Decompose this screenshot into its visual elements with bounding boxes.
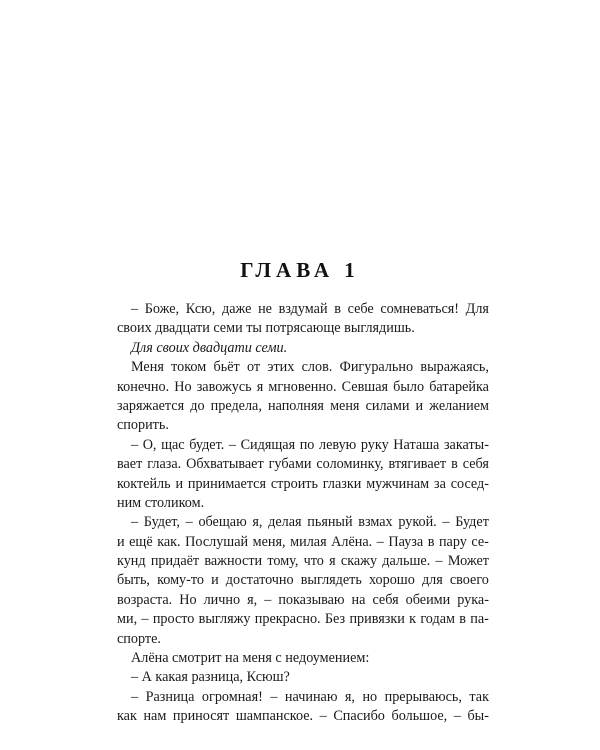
text-line: быть, кому-то и достаточно выглядеть хорошо для своего	[117, 572, 489, 589]
text-line: – Боже, Ксю, даже не вздумай в себе сомневаться! Для	[131, 301, 489, 317]
text-line: – Будет, – обещаю я, делая пьяный взмах рукой. – Будет	[131, 514, 489, 531]
text-line: – Разница огромная! – начинаю я, но прерываюсь, так	[131, 688, 489, 705]
text-line: ми, – просто выгляжу прекрасно. Без привязки к годам в па-	[117, 611, 489, 628]
text-line: ним столиком.	[117, 494, 205, 511]
text-line: – А какая разница, Ксюш?	[131, 669, 290, 686]
text-line: конечно. Но завожусь я мгновенно. Севшая было батарейка	[117, 378, 489, 395]
text-line: кунд придаёт важности тому, что я скажу дальше. – Может	[117, 553, 489, 570]
text-line: возраста. Но лично я, – показываю на себя обеими рука-	[117, 591, 489, 608]
text-line: и ещё как. Послушай меня, милая Алёна. – Пауза в пару се-	[117, 533, 489, 550]
text-line: – О, щас будет. – Сидящая по левую руку Наташа закаты-	[131, 436, 489, 453]
body-text	[117, 300, 489, 727]
text-line: как нам приносят шампанское. – Спасибо большое, – бы-	[117, 708, 489, 725]
text-line: коктейль и принимается строить глазки мужчинам за сосед-	[117, 475, 489, 492]
chapter-title: ГЛАВА 1	[240, 258, 360, 282]
text-line: вает глаза. Обхватывает губами соломинку, втягивает в себя	[117, 456, 489, 473]
text-line: заряжается до предела, наполняя меня силами и желанием	[117, 397, 489, 414]
text-line: спорте.	[117, 630, 161, 647]
text-line: Меня током бьёт от этих слов. Фигурально выражаясь,	[131, 359, 489, 376]
text-line: Для своих двадцати семи.	[131, 339, 288, 356]
text-line: Алёна смотрит на меня с недоумением:	[131, 650, 370, 667]
text-line: спорить.	[117, 417, 169, 434]
text-line: своих двадцати семи ты потрясающе выглядишь.	[117, 320, 415, 337]
